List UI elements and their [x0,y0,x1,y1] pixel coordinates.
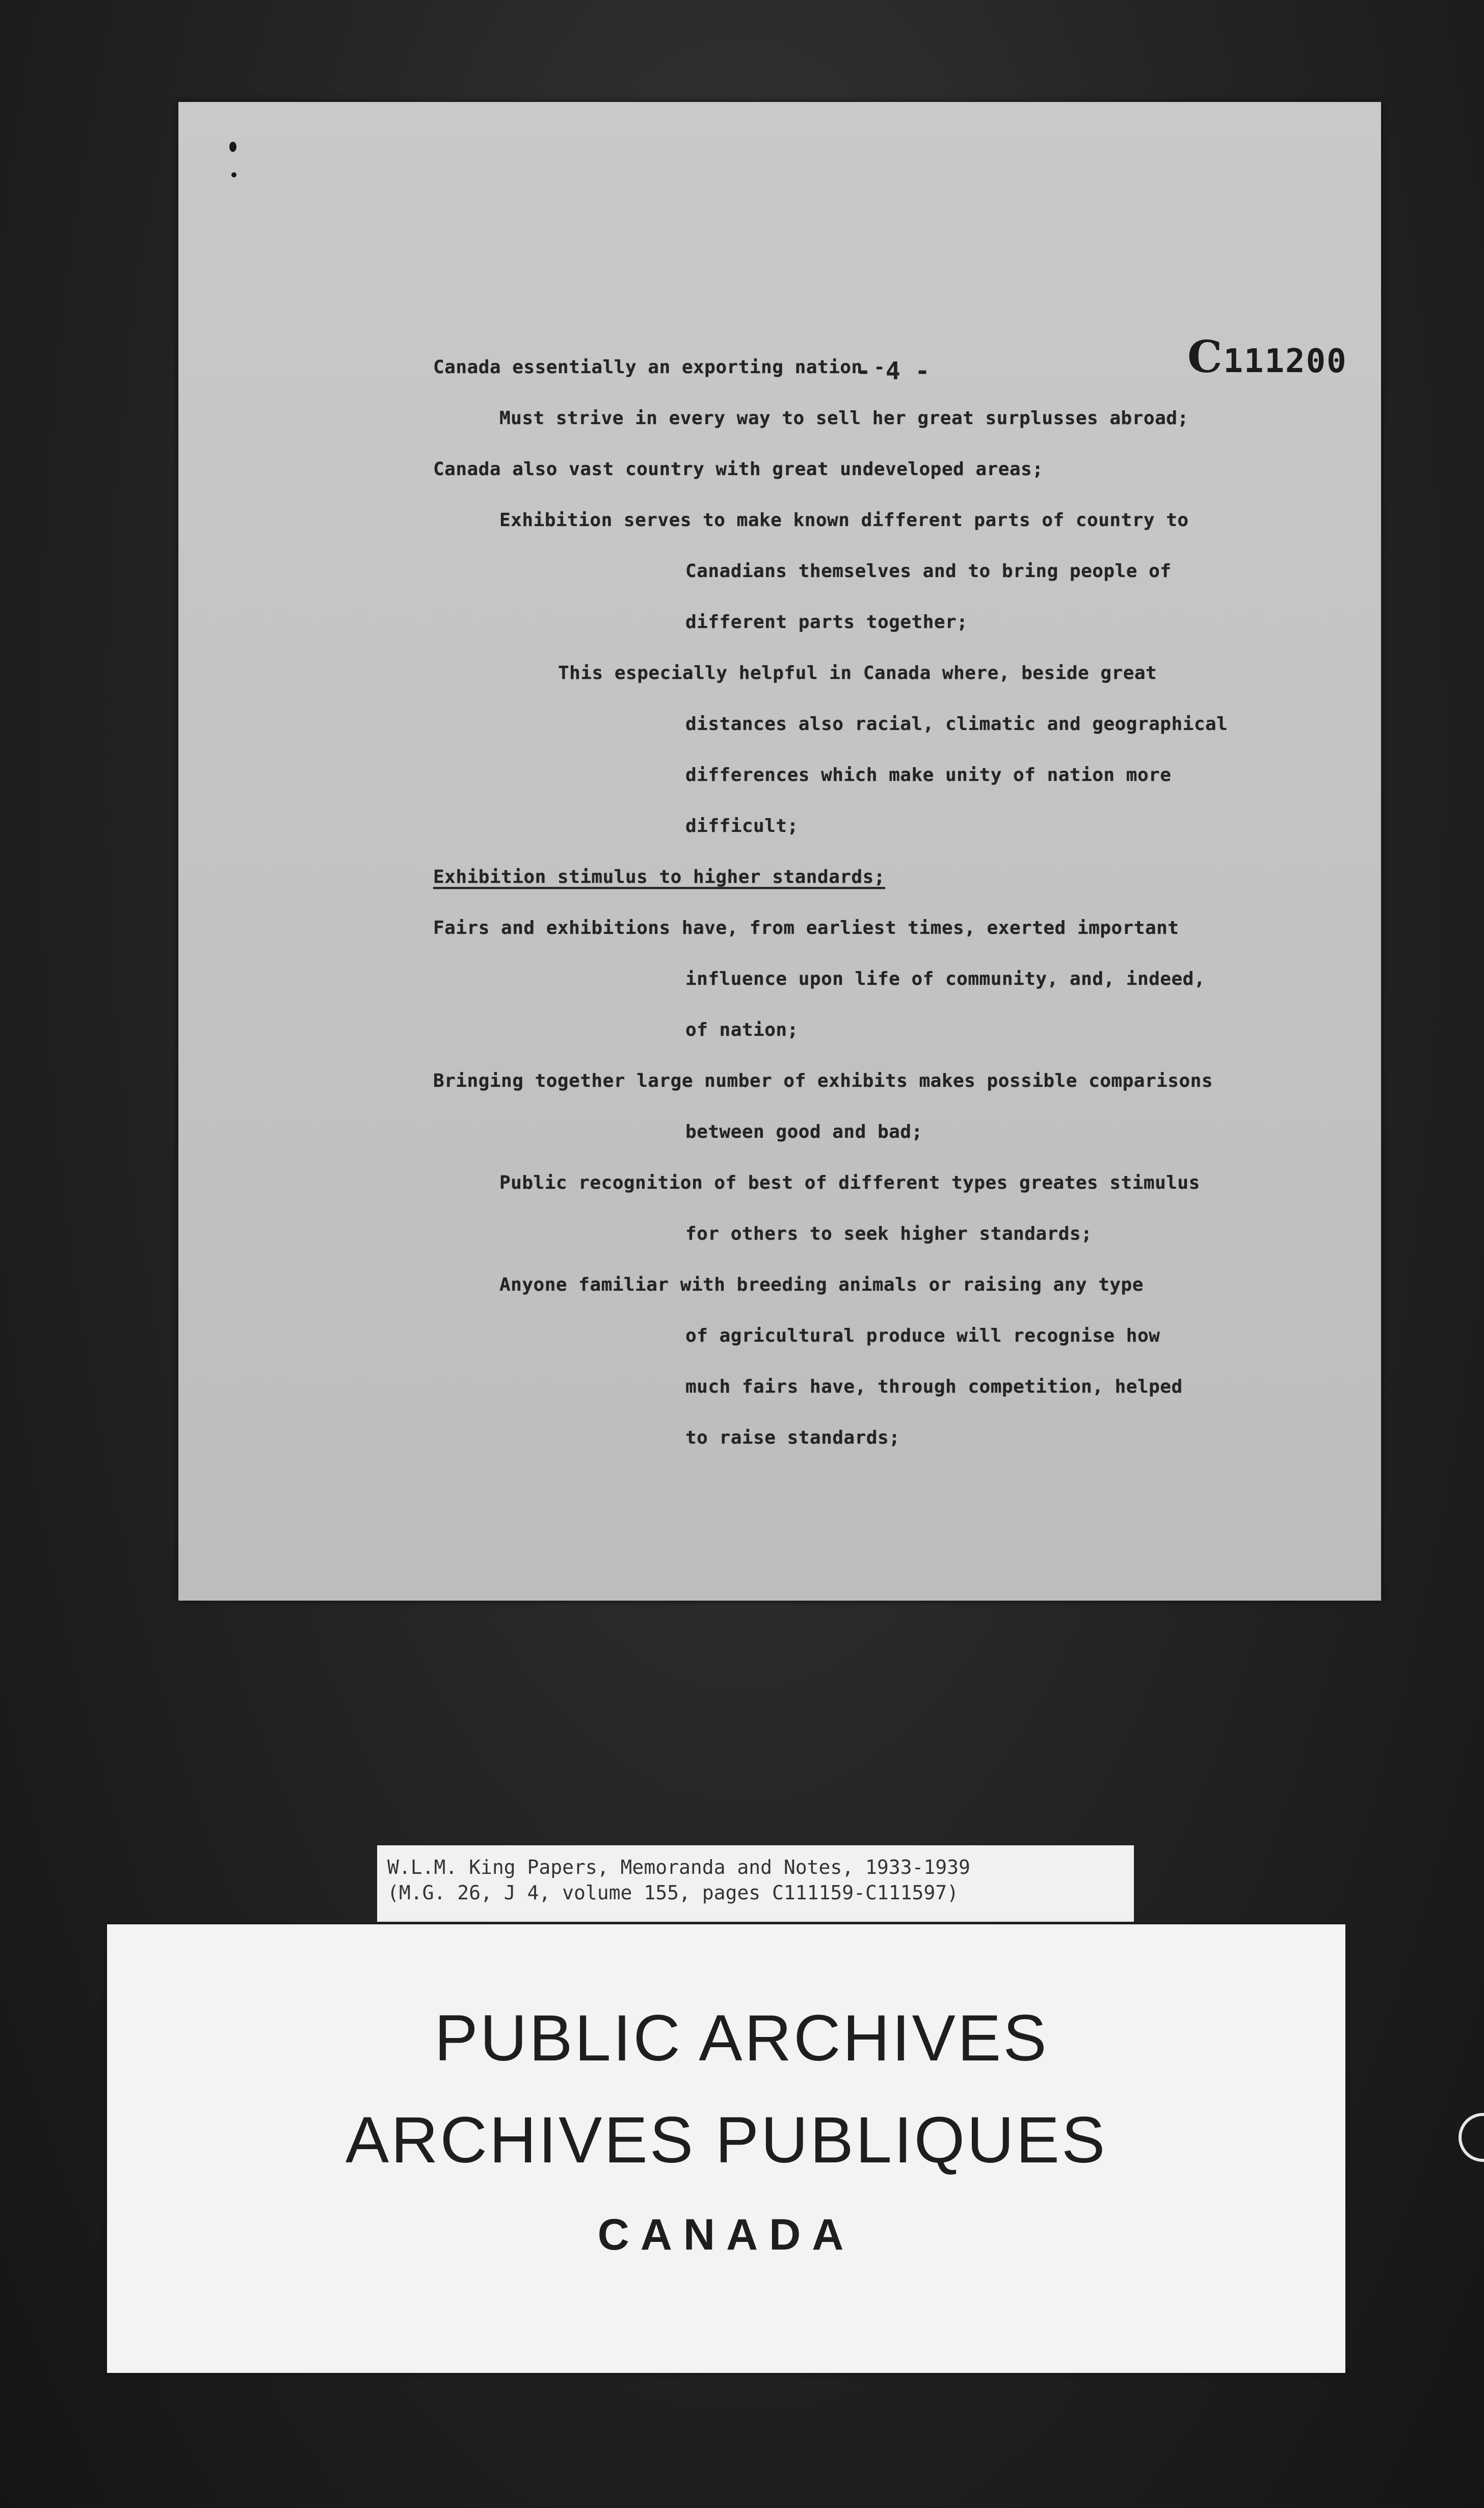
document-id-prefix: C [1187,331,1224,383]
scanned-document-page [178,102,1381,1601]
registration-mark-icon [1459,2113,1484,2164]
text-line: for others to seek higher standards; [685,1223,1093,1244]
archives-country: CANADA [597,2210,855,2259]
text-line: of nation; [685,1020,799,1040]
text-line: Canadians themselves and to bring people of [685,561,1172,582]
text-line: influence upon life of community, and, indeed, [685,969,1205,989]
text-line: much fairs have, through competition, helped [685,1376,1183,1397]
document-id-stamp [1187,331,1347,383]
document-id-number: 111200 [1223,343,1347,380]
text-line: different parts together; [685,612,968,633]
text-line: Fairs and exhibitions have, from earliest times, exerted important [433,918,1179,938]
text-line: of agricultural produce will recognise how [685,1325,1160,1346]
text-line: difficult; [685,816,799,837]
citation-label [377,1845,1134,1922]
archives-name-english: PUBLIC ARCHIVES [434,2002,1049,2075]
text-line: to raise standards; [685,1427,900,1448]
text-line: Bringing together large number of exhibits makes possible comparisons [433,1070,1213,1091]
text-line: Public recognition of best of different types greates stimulus [499,1172,1200,1193]
text-line: between good and bad; [685,1121,923,1142]
paper-speck [229,142,236,152]
text-line: Anyone familiar with breeding animals or raising any type [499,1274,1144,1295]
text-line: differences which make unity of nation more [685,765,1172,786]
text-line: distances also racial, climatic and geographical [685,714,1228,735]
page-number: - 4 - [856,357,930,385]
text-line: Canada essentially an exporting nation - [433,357,885,378]
citation-reference: (M.G. 26, J 4, volume 155, pages C111159-C111597) [387,1882,959,1904]
citation-collection: W.L.M. King Papers, Memoranda and Notes, 1933-1939 [387,1856,970,1878]
text-line: Exhibition serves to make known different parts of country to [499,510,1189,531]
archives-name-french: ARCHIVES PUBLIQUES [345,2104,1107,2177]
archives-card [107,1924,1345,2373]
text-line: This especially helpful in Canada where, beside great [558,663,1157,684]
section-heading: Exhibition stimulus to higher standards; [433,867,885,887]
text-line: Canada also vast country with great undeveloped areas; [433,459,1044,480]
text-line: Must strive in every way to sell her great surplusses abroad; [499,408,1189,429]
paper-speck [231,172,236,177]
